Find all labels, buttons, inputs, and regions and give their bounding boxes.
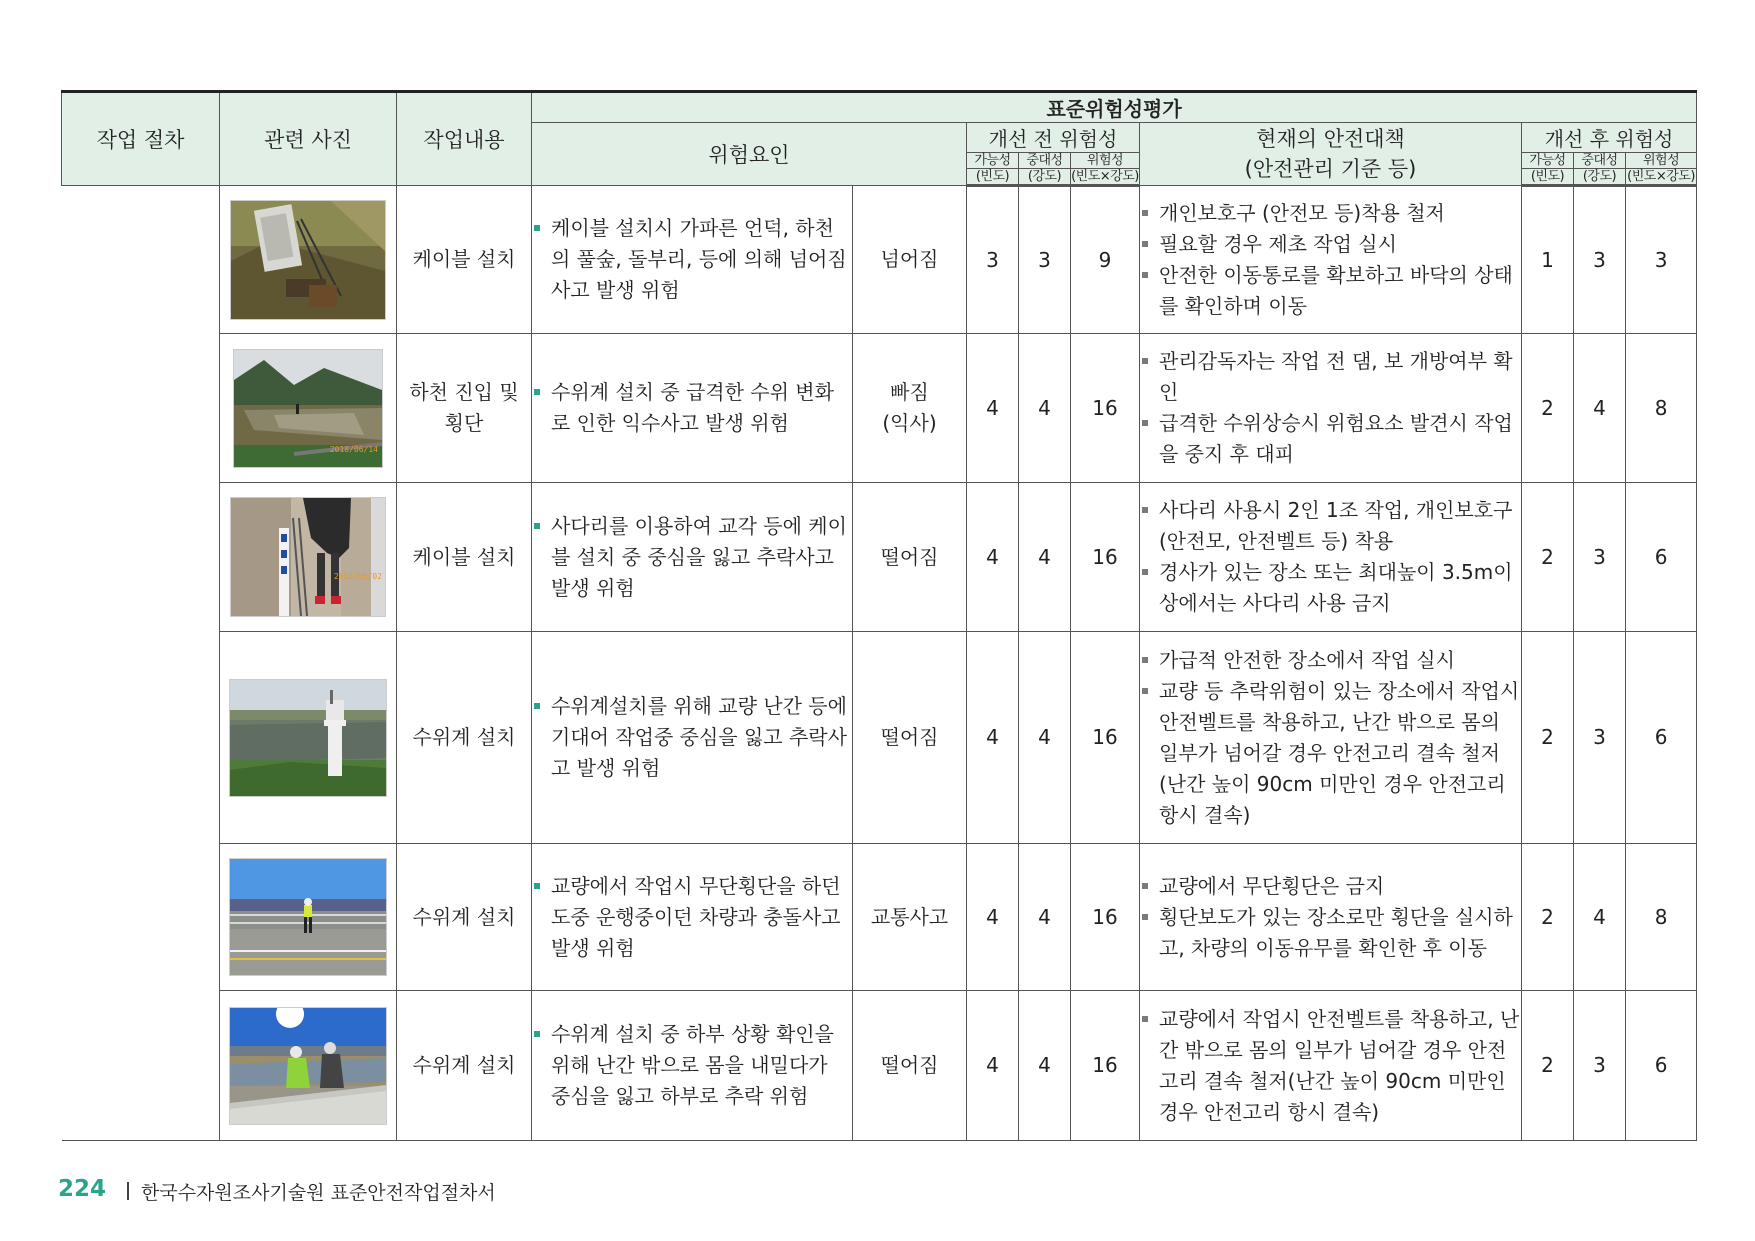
hazard-text: 수위계설치를 위해 교량 난간 등에 기대어 작업중 중심을 잃고 추락사고 발생 위험	[532, 691, 852, 784]
step-cell	[62, 186, 220, 1141]
measures-cell	[1140, 334, 1522, 483]
after-risk: 6	[1626, 991, 1697, 1141]
before-severity: 3	[1019, 186, 1071, 334]
before-likelihood: 4	[967, 991, 1019, 1141]
measure-item: 사다리 사용시 2인 1조 작업, 개인보호구(안전모, 안전벨트 등) 착용	[1140, 495, 1521, 557]
hazard-text: 교량에서 작업시 무단횡단을 하던 도중 운행중이던 차량과 충돌사고 발생 위험	[532, 871, 852, 964]
header-hazard: 위험요인	[532, 123, 967, 186]
measure-item: 개인보호구 (안전모 등)착용 철저	[1140, 198, 1521, 229]
header-after-risk: 위험성	[1626, 153, 1697, 169]
hazard-cell	[532, 632, 853, 844]
header-after-likelihood: 가능성	[1522, 153, 1574, 169]
hazard-text: 수위계 설치 중 하부 상황 확인을 위해 난간 밖으로 몸을 내밀다가 중심을 잃고 하부로 추락 위험	[532, 1019, 852, 1112]
measure-item: 급격한 수위상승시 위험요소 발견시 작업을 중지 후 대피	[1140, 408, 1521, 470]
before-risk: 16	[1071, 334, 1140, 483]
photo-cell	[220, 632, 397, 844]
header-measures-line2: (안전관리 기준 등)	[1244, 157, 1417, 181]
photo-cell	[220, 844, 397, 991]
after-likelihood: 2	[1522, 334, 1574, 483]
measures-cell	[1140, 991, 1522, 1141]
measure-item: 안전한 이동통로를 확보하고 바닥의 상태를 확인하며 이동	[1140, 260, 1521, 322]
after-severity: 4	[1574, 844, 1626, 991]
table-row	[62, 334, 1697, 483]
footer-divider	[127, 1182, 129, 1200]
before-severity: 4	[1019, 844, 1071, 991]
photo-bridge-road	[229, 858, 387, 976]
photo-bridge-lean-over	[229, 1007, 387, 1125]
before-likelihood: 3	[967, 186, 1019, 334]
header-before-likelihood: 가능성	[967, 153, 1019, 169]
after-likelihood: 2	[1522, 844, 1574, 991]
task-cell: 하천 진입 및 횡단	[397, 334, 532, 483]
header-before: 개선 전 위험성	[967, 123, 1140, 153]
header-after-risk-sub: (빈도×강도)	[1627, 169, 1695, 184]
header-before-severity-sub: (강도)	[1019, 169, 1071, 186]
before-severity: 4	[1019, 483, 1071, 632]
photo-date-stamp: 2018/06/14	[329, 444, 378, 454]
header-after: 개선 후 위험성	[1522, 123, 1697, 153]
measure-item: 필요할 경우 제초 작업 실시	[1140, 229, 1521, 260]
after-risk: 3	[1626, 186, 1697, 334]
after-likelihood: 2	[1522, 483, 1574, 632]
task-cell: 수위계 설치	[397, 632, 532, 844]
table-row	[62, 844, 1697, 991]
photo-ladder-pier	[230, 497, 386, 617]
hazard-text: 케이블 설치시 가파른 언덕, 하천의 풀숲, 돌부리, 등에 의해 넘어짐 사고 발생 위험	[532, 213, 852, 306]
hazard-cell	[532, 483, 853, 632]
after-likelihood: 2	[1522, 632, 1574, 844]
header-standard-risk: 표준위험성평가	[532, 92, 1697, 123]
after-severity: 4	[1574, 334, 1626, 483]
header-step: 작업 절차	[62, 92, 220, 186]
after-severity: 3	[1574, 483, 1626, 632]
table-row	[62, 186, 1697, 334]
measure-item: 교량에서 무단횡단은 금지	[1140, 871, 1521, 902]
hazard-text: 사다리를 이용하여 교각 등에 케이블 설치 중 중심을 잃고 추락사고 발생 위험	[532, 511, 852, 604]
header-after-severity-sub: (강도)	[1574, 169, 1626, 186]
task-cell: 수위계 설치	[397, 991, 532, 1141]
header-measures	[1140, 123, 1522, 186]
hazard-cell	[532, 334, 853, 483]
hazard-type: 떨어짐	[853, 991, 967, 1141]
header-measures-line1: 현재의 안전대책	[1256, 127, 1405, 151]
after-severity: 3	[1574, 632, 1626, 844]
hazard-type: 떨어짐	[853, 632, 967, 844]
hazard-text: 수위계 설치 중 급격한 수위 변화로 인한 익수사고 발생 위험	[532, 377, 852, 439]
before-risk: 16	[1071, 991, 1140, 1141]
task-cell: 케이블 설치	[397, 186, 532, 334]
before-likelihood: 4	[967, 483, 1019, 632]
header-photo: 관련 사진	[220, 92, 397, 186]
header-before-severity: 중대성	[1019, 153, 1071, 169]
measures-cell	[1140, 483, 1522, 632]
photo-cable-install-slope	[230, 200, 386, 320]
hazard-cell	[532, 844, 853, 991]
hazard-cell	[532, 991, 853, 1141]
before-likelihood: 4	[967, 844, 1019, 991]
before-risk: 16	[1071, 844, 1140, 991]
footer-title: 한국수자원조사기술원 표준안전작업절차서	[141, 1182, 496, 1204]
after-likelihood: 1	[1522, 186, 1574, 334]
after-severity: 3	[1574, 991, 1626, 1141]
measure-item: 가급적 안전한 장소에서 작업 실시	[1140, 645, 1521, 676]
hazard-type: 넘어짐	[853, 186, 967, 334]
photo-date-stamp: 2018/05/02	[333, 572, 382, 581]
before-risk: 9	[1071, 186, 1140, 334]
hazard-type: 빠짐 (익사)	[853, 334, 967, 483]
risk-assessment-table	[61, 90, 1697, 1141]
measures-cell	[1140, 186, 1522, 334]
measure-item: 교량 등 추락위험이 있는 장소에서 작업시 안전벨트를 착용하고, 난간 밖으로 몸의 일부가 넘어갈 경우 안전고리 결속 철저(난간 높이 90cm 미만인 경우 안전고리 항시 결속)	[1140, 676, 1521, 831]
header-after-likelihood-sub: (빈도)	[1522, 169, 1574, 186]
measure-item: 관리감독자는 작업 전 댐, 보 개방여부 확인	[1140, 346, 1521, 408]
photo-river-crossing	[233, 349, 383, 468]
table-row	[62, 483, 1697, 632]
measure-item: 교량에서 작업시 안전벨트를 착용하고, 난간 밖으로 몸의 일부가 넘어갈 경우 안전고리 결속 철저(난간 높이 90cm 미만인 경우 안전고리 항시 결속)	[1140, 1004, 1521, 1128]
page-number: 224	[58, 1176, 107, 1202]
photo-cell	[220, 991, 397, 1141]
task-cell: 수위계 설치	[397, 844, 532, 991]
before-severity: 4	[1019, 334, 1071, 483]
table-row	[62, 991, 1697, 1141]
measures-cell	[1140, 632, 1522, 844]
before-risk: 16	[1071, 632, 1140, 844]
hazard-type: 교통사고	[853, 844, 967, 991]
hazard-type: 떨어짐	[853, 483, 967, 632]
after-risk: 8	[1626, 844, 1697, 991]
header-after-severity: 중대성	[1574, 153, 1626, 169]
measure-item: 경사가 있는 장소 또는 최대높이 3.5m이상에서는 사다리 사용 금지	[1140, 557, 1521, 619]
header-before-risk-sub: (빈도×강도)	[1071, 169, 1139, 184]
task-cell: 케이블 설치	[397, 483, 532, 632]
photo-cell	[220, 334, 397, 483]
measures-cell	[1140, 844, 1522, 991]
after-risk: 6	[1626, 483, 1697, 632]
after-risk: 8	[1626, 334, 1697, 483]
before-likelihood: 4	[967, 334, 1019, 483]
after-risk: 6	[1626, 632, 1697, 844]
before-severity: 4	[1019, 991, 1071, 1141]
photo-bridge-railing	[229, 679, 387, 797]
measure-item: 횡단보도가 있는 장소로만 횡단을 실시하고, 차량의 이동유무를 확인한 후 이동	[1140, 902, 1521, 964]
after-likelihood: 2	[1522, 991, 1574, 1141]
photo-cell	[220, 186, 397, 334]
after-severity: 3	[1574, 186, 1626, 334]
hazard-cell	[532, 186, 853, 334]
header-before-risk: 위험성	[1071, 153, 1140, 169]
table-row	[62, 632, 1697, 844]
before-likelihood: 4	[967, 632, 1019, 844]
photo-cell	[220, 483, 397, 632]
header-before-likelihood-sub: (빈도)	[967, 169, 1019, 186]
header-content: 작업내용	[397, 92, 532, 186]
before-severity: 4	[1019, 632, 1071, 844]
before-risk: 16	[1071, 483, 1140, 632]
